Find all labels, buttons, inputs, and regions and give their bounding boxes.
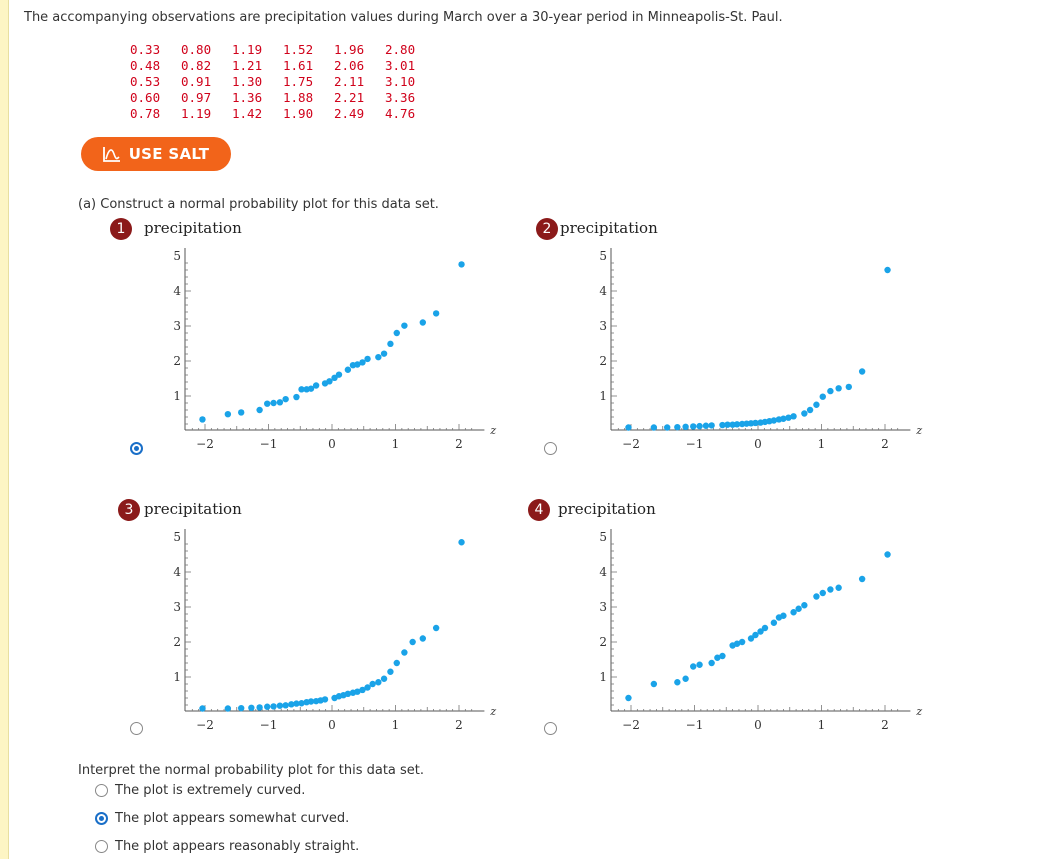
data-point [674,424,680,430]
x-tick-label: −2 [196,718,214,732]
data-cell: 1.61 [283,58,314,73]
y-tick-label: 3 [173,600,181,614]
option-number-badge: 4 [528,499,550,521]
normal-probability-plot-4 [536,499,956,749]
interpret-option-extremely-curved[interactable] [95,783,305,798]
data-point [884,267,890,273]
interpret-radio[interactable] [95,812,108,825]
data-point [401,649,407,655]
data-point [820,590,826,596]
salt-chart-icon [103,146,121,162]
x-tick-label: −1 [685,437,704,451]
x-tick-label: 2 [881,718,889,732]
x-tick-label: 0 [328,718,336,732]
x-tick-label: −2 [622,437,640,451]
data-point [322,696,328,702]
normal-probability-plot-2 [536,218,956,468]
data-point [433,310,439,316]
data-point [682,424,688,430]
data-point [375,354,381,360]
option-number-badge: 3 [118,499,140,521]
x-axis-label: z [490,705,497,718]
y-tick-label: 5 [173,249,181,263]
data-point [801,602,807,608]
option-number-badge: 2 [536,218,558,240]
x-tick-label: −1 [685,718,704,732]
interpret-radio[interactable] [95,840,108,853]
data-point [780,613,786,619]
data-point [199,705,205,711]
data-point [387,669,393,675]
data-point [277,703,283,709]
data-point [820,394,826,400]
data-point [801,410,807,416]
data-point [433,625,439,631]
data-point [696,423,702,429]
data-cell: 3.10 [385,74,416,89]
data-point [674,679,680,685]
data-cell: 1.19 [232,42,263,57]
use-salt-button[interactable] [81,137,231,171]
data-cell: 1.36 [232,90,263,105]
plot-option-1 [110,218,530,468]
data-point [375,679,381,685]
data-point [651,424,657,430]
plot-option-3 [118,499,538,749]
data-cell: 3.01 [385,58,416,73]
y-tick-label: 4 [599,565,607,579]
x-tick-label: 1 [817,437,826,451]
data-point [625,695,631,701]
y-tick-label: 5 [173,530,181,544]
data-point [264,704,270,710]
data-row [130,74,436,90]
option-number-badge: 1 [110,218,132,240]
data-point [458,261,464,267]
data-point [651,681,657,687]
data-cell: 4.76 [385,106,416,121]
data-cell: 0.97 [181,90,212,105]
data-point [277,399,283,405]
data-row [130,42,436,58]
data-point [364,356,370,362]
data-point [708,660,714,666]
interpret-option-label: The plot appears somewhat curved. [115,811,350,826]
data-point [708,422,714,428]
data-point [225,411,231,417]
data-point [835,585,841,591]
plot-option-4 [528,499,948,749]
data-point [719,653,725,659]
data-cell: 1.52 [283,42,314,57]
part-a-prompt: (a) Construct a normal probability plot for this data set. [78,197,439,212]
data-cell: 1.96 [334,42,365,57]
x-tick-label: 1 [391,437,400,451]
plot-option-2 [536,218,956,468]
data-cell: 2.21 [334,90,365,105]
data-point [199,416,205,422]
data-point [790,413,796,419]
data-point [420,635,426,641]
y-tick-label: 2 [599,354,607,368]
plot-title: precipitation [558,500,656,518]
x-axis-label: z [916,424,923,437]
data-point [256,704,262,710]
data-cell: 0.82 [181,58,212,73]
data-cell: 1.75 [283,74,314,89]
data-point [795,606,801,612]
data-cell: 0.48 [130,58,161,73]
plot-1-radio[interactable] [130,442,143,455]
data-point [401,322,407,328]
left-margin-bar [0,0,9,859]
data-point [664,424,670,430]
data-cell: 1.88 [283,90,314,105]
data-point [827,388,833,394]
data-point [293,394,299,400]
x-tick-label: 0 [328,437,336,451]
data-point [270,703,276,709]
x-tick-label: 1 [391,718,400,732]
y-tick-label: 1 [599,389,607,403]
data-point [256,407,262,413]
plot-2-radio[interactable] [544,442,557,455]
interpret-radio[interactable] [95,784,108,797]
data-cell: 1.30 [232,74,263,89]
y-tick-label: 2 [173,635,181,649]
data-table [130,42,436,122]
data-cell: 0.78 [130,106,161,121]
y-tick-label: 3 [599,319,607,333]
y-tick-label: 3 [599,600,607,614]
data-cell: 3.36 [385,90,416,105]
data-cell: 1.19 [181,106,212,121]
data-cell: 0.60 [130,90,161,105]
data-row [130,90,436,106]
data-point [409,639,415,645]
data-row [130,58,436,74]
data-point [225,705,231,711]
x-axis-label: z [916,705,923,718]
normal-probability-plot-1 [110,218,530,468]
x-tick-label: 1 [817,718,826,732]
x-tick-label: −2 [622,718,640,732]
data-point [696,662,702,668]
data-point [420,319,426,325]
data-cell: 0.91 [181,74,212,89]
data-point [690,663,696,669]
data-point [458,539,464,545]
data-point [248,705,254,711]
y-tick-label: 4 [599,284,607,298]
y-tick-label: 4 [173,284,181,298]
interpret-option-somewhat-curved[interactable] [95,811,349,826]
data-point [682,676,688,682]
data-point [762,625,768,631]
x-tick-label: 0 [754,437,762,451]
x-tick-label: 2 [455,437,463,451]
data-point [813,402,819,408]
data-row [130,106,436,122]
data-point [394,660,400,666]
data-point [625,424,631,430]
data-point [846,384,852,390]
data-point [859,576,865,582]
y-tick-label: 2 [173,354,181,368]
question-intro: The accompanying observations are precipitation values during March over a 30-year period in Minneapolis-St. Paul. [24,10,783,25]
interpret-question: Interpret the normal probability plot for this data set. [78,763,425,778]
y-tick-label: 1 [599,670,607,684]
data-point [835,385,841,391]
data-point [739,639,745,645]
data-point [270,400,276,406]
data-point [827,586,833,592]
data-point [884,551,890,557]
data-cell: 0.33 [130,42,161,57]
data-point [690,423,696,429]
data-point [381,350,387,356]
y-tick-label: 5 [599,249,607,263]
interpret-option-label: The plot is extremely curved. [115,783,306,798]
data-point [336,371,342,377]
x-axis-label: z [490,424,497,437]
interpret-option-label: The plot appears reasonably straight. [115,839,360,854]
data-point [282,396,288,402]
plot-title: precipitation [144,219,242,237]
data-cell: 2.49 [334,106,365,121]
plot-4-radio[interactable] [544,722,557,735]
data-point [813,593,819,599]
interpret-option-reasonably-straight[interactable] [95,839,359,854]
data-point [859,368,865,374]
plot-title: precipitation [144,500,242,518]
data-point [381,676,387,682]
data-point [703,423,709,429]
data-point [264,401,270,407]
data-point [771,620,777,626]
data-point [369,681,375,687]
data-point [807,407,813,413]
data-point [282,702,288,708]
normal-probability-plot-3 [110,499,530,749]
x-tick-label: 2 [455,718,463,732]
x-tick-label: −1 [259,437,278,451]
data-point [394,330,400,336]
data-cell: 1.21 [232,58,263,73]
data-point [238,409,244,415]
data-cell: 2.11 [334,74,365,89]
data-point [238,705,244,711]
use-salt-label: USE SALT [128,145,210,163]
y-tick-label: 4 [173,565,181,579]
y-tick-label: 1 [173,389,181,403]
data-cell: 1.42 [232,106,263,121]
y-tick-label: 2 [599,635,607,649]
y-tick-label: 1 [173,670,181,684]
data-point [345,367,351,373]
y-tick-label: 3 [173,319,181,333]
x-tick-label: 0 [754,718,762,732]
plot-3-radio[interactable] [130,722,143,735]
data-point [313,382,319,388]
x-tick-label: 2 [881,437,889,451]
data-cell: 2.80 [385,42,416,57]
data-cell: 0.80 [181,42,212,57]
data-point [387,341,393,347]
data-cell: 1.90 [283,106,314,121]
x-tick-label: −1 [259,718,278,732]
x-tick-label: −2 [196,437,214,451]
plot-title: precipitation [560,219,658,237]
data-cell: 2.06 [334,58,365,73]
y-tick-label: 5 [599,530,607,544]
data-cell: 0.53 [130,74,161,89]
